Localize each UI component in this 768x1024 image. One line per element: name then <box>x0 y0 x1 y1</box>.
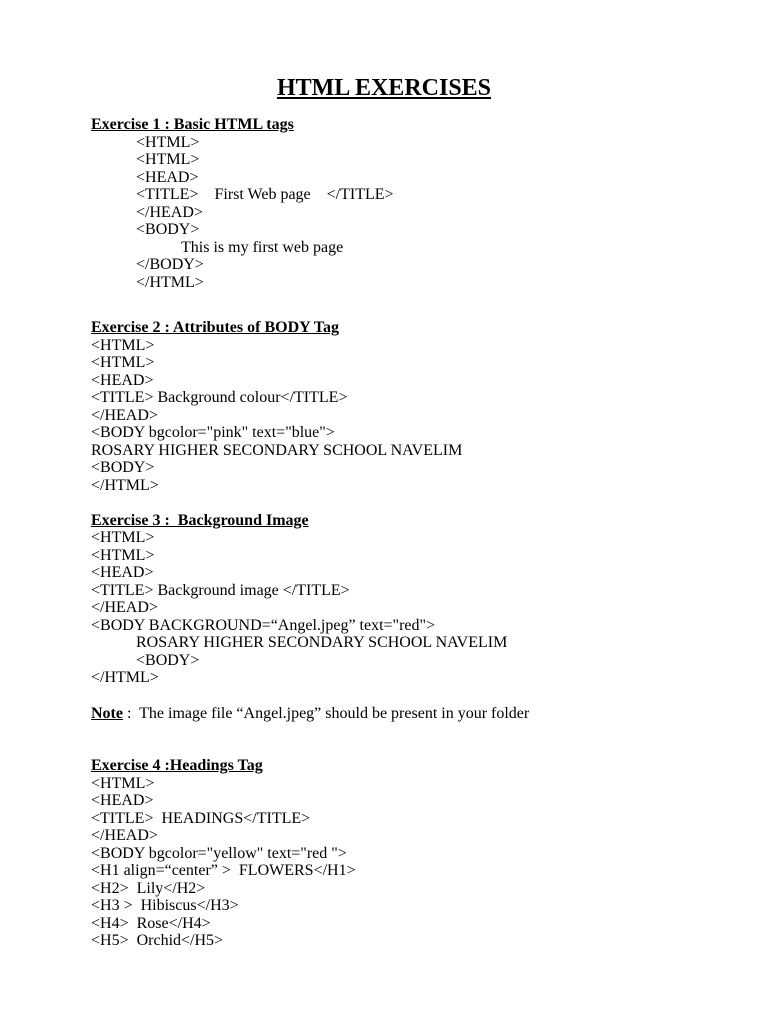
code-line: <HEAD> <box>91 792 154 809</box>
code-line: </HEAD> <box>91 599 158 616</box>
page-title: HTML EXERCISES <box>276 75 492 101</box>
code-line: <H4> Rose</H4> <box>91 915 211 932</box>
exercise-3-heading: Exercise 3 : Background Image <box>91 512 309 529</box>
code-line: <HEAD> <box>91 564 154 581</box>
code-line: <BODY bgcolor="pink" text="blue"> <box>91 424 335 441</box>
exercise-2-heading: Exercise 2 : Attributes of BODY Tag <box>91 319 339 336</box>
code-line: ROSARY HIGHER SECONDARY SCHOOL NAVELIM <box>136 634 508 651</box>
code-line: </HTML> <box>91 477 159 494</box>
code-line: <H1 align=“center” > FLOWERS</H1> <box>91 862 356 879</box>
code-line: <TITLE> Background colour</TITLE> <box>91 389 348 406</box>
code-line: </HEAD> <box>91 407 158 424</box>
code-line: <H3 > Hibiscus</H3> <box>91 897 239 914</box>
note-line <box>91 705 529 723</box>
exercise-1-heading: Exercise 1 : Basic HTML tags <box>91 116 294 133</box>
code-line: <BODY BACKGROUND=“Angel.jpeg” text="red"> <box>91 617 436 634</box>
code-line: <HTML> <box>136 151 200 168</box>
code-line: <HTML> <box>136 134 200 151</box>
exercise-4-heading: Exercise 4 :Headings Tag <box>91 757 263 774</box>
code-line: <BODY> <box>136 652 200 669</box>
code-line: <HTML> <box>91 547 155 564</box>
code-line: This is my first web page <box>181 239 344 256</box>
note-text: : The image file “Angel.jpeg” should be present in your folder <box>122 705 530 722</box>
code-line: <HTML> <box>91 354 155 371</box>
code-line: ROSARY HIGHER SECONDARY SCHOOL NAVELIM <box>91 442 463 459</box>
code-line: <H5> Orchid</H5> <box>91 932 224 949</box>
note-label: Note <box>91 705 123 722</box>
code-line: </HEAD> <box>136 204 203 221</box>
code-line: <TITLE> Background image </TITLE> <box>91 582 350 599</box>
code-line: </HTML> <box>136 274 204 291</box>
code-line: </HTML> <box>91 669 159 686</box>
code-line: <BODY bgcolor="yellow" text="red "> <box>91 845 347 862</box>
code-line: <HTML> <box>91 337 155 354</box>
code-line: <HEAD> <box>91 372 154 389</box>
code-line: </HEAD> <box>91 827 158 844</box>
code-line: <H2> Lily</H2> <box>91 880 206 897</box>
code-line: <HTML> <box>91 529 155 546</box>
code-line: <TITLE> HEADINGS</TITLE> <box>91 810 311 827</box>
code-line: <TITLE> First Web page </TITLE> <box>136 186 394 203</box>
code-line: <BODY> <box>91 459 155 476</box>
code-line: </BODY> <box>136 256 204 273</box>
code-line: <HTML> <box>91 775 155 792</box>
code-line: <BODY> <box>136 221 200 238</box>
code-line: <HEAD> <box>136 169 199 186</box>
